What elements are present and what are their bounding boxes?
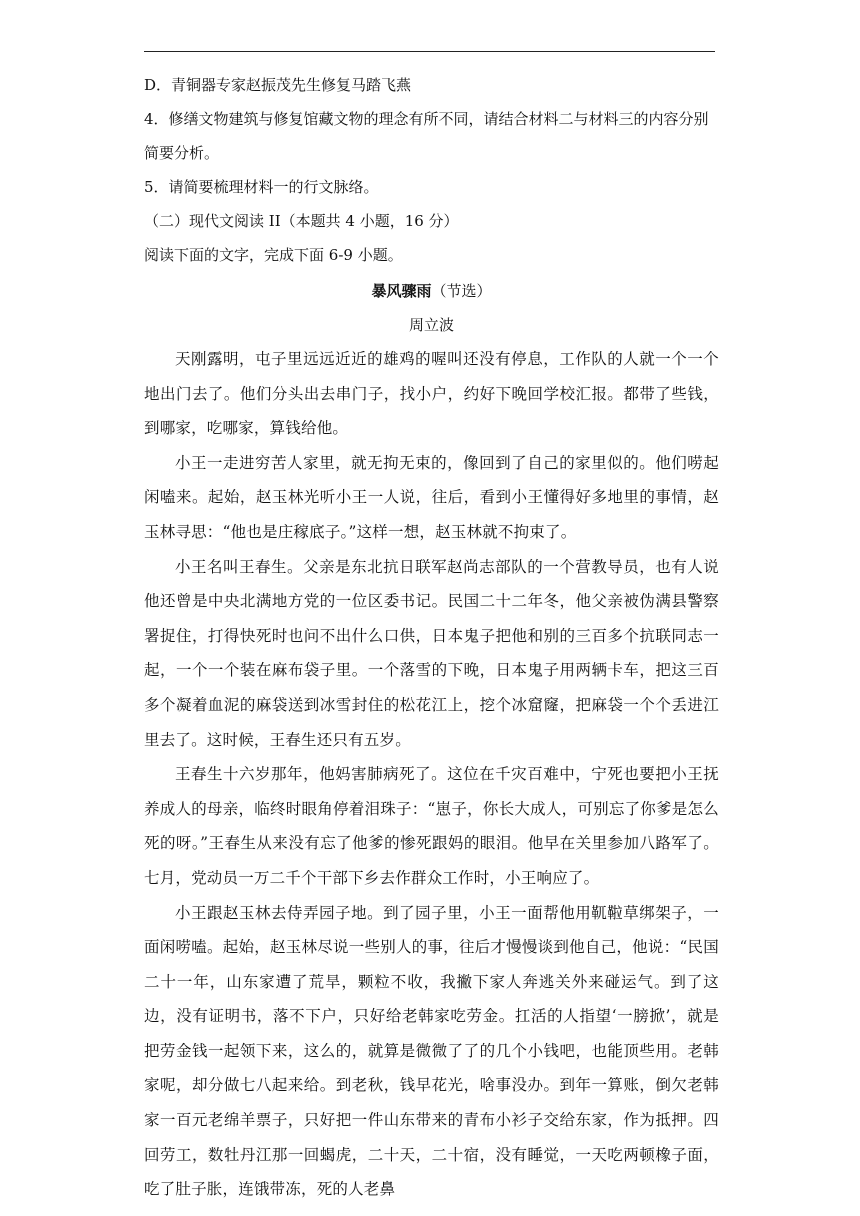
page-content (144, 68, 719, 1207)
header-rule (144, 51, 715, 52)
article-paragraph: 小王名叫王春生。父亲是东北抗日联军赵尚志部队的一个营教导员，也有人说他还曾是中央北满地方党的一位区委书记。民国二十二年冬，他父亲被伪满县警察署捉住，打得快死时也问不出什么口供，日本鬼子把他和别的三百多个抗联同志一起，一个一个装在麻布袋子里。一个落雪的下晚，日本鬼子用两辆卡车，把这三百多个凝着血泥的麻袋送到冰雪封住的松花江上，挖个冰窟窿，把麻袋一个个丢进江里去了。这时候，王春生还只有五岁。 (144, 557, 719, 749)
option-d: D．青铜器专家赵振茂先生修复马踏飞燕 (144, 76, 412, 94)
article-title (144, 274, 719, 308)
question-4: 4．修缮文物建筑与修复馆藏文物的理念有所不同，请结合材料二与材料三的内容分别简要分析。 (144, 110, 709, 162)
article-title-main: 暴风骤雨 (371, 282, 432, 300)
article-paragraph: 小王一走进穷苦人家里，就无拘无束的，像回到了自己的家里似的。他们唠起闲嗑来。起始，赵玉林光听小王一人说，往后，看到小王懂得好多地里的事情，赵玉林寻思：“他也是庄稼底子。”这样一想，赵玉林就不拘束了。 (144, 453, 719, 541)
article-paragraph: 天刚露明，屯子里远远近近的雄鸡的喔叫还没有停息，工作队的人就一个一个地出门去了。他们分头出去串门子，找小户，约好下晚回学校汇报。都带了些钱，到哪家，吃哪家，算钱给他。 (144, 350, 719, 438)
article-paragraph: 小王跟赵玉林去侍弄园子地。到了园子里，小王一面帮他用靰鞡草绑架子，一面闲唠嗑。起始，赵玉林尽说一些别人的事，往后才慢慢谈到他自己，他说：“民国二十一年，山东家遭了荒旱，颗粒不收，我撇下家人奔逃关外来碰运气。到了这边，没有证明书，落不下户，只好给老韩家吃劳金。扛活的人指望‘一膀掀’，就是把劳金钱一起领下来，这么的，就算是微微了了的几个小钱吧，也能顶些用。老韩家呢，却分做七八起来给。到老秋，钱早花光，啥事没办。到年一算账，倒欠老韩家一百元老绵羊票子，只好把一件山东带来的青布小衫子交给东家，作为抵押。四回劳工，数牡丹江那一回蝎虎，二十天，二十宿，没有睡觉，一天吃两顿橡子面，吃了肚子胀，连饿带冻，死的人老鼻 (144, 903, 719, 1199)
question-5: 5．请简要梳理材料一的行文脉络。 (144, 178, 379, 196)
article-author: 周立波 (408, 316, 454, 334)
section-heading: （二）现代文阅读 II（本题共 4 小题，16 分） (144, 212, 459, 230)
article-paragraph: 王春生十六岁那年，他妈害肺病死了。这位在千灾百难中，宁死也要把小王抚养成人的母亲，临终时眼角停着泪珠子：“崽子，你长大成人，可别忘了你爹是怎么死的呀。”王春生从来没有忘了他爹的惨死跟妈的眼泪。他早在关里参加八路军了。七月，党动员一万二千个干部下乡去作群众工作时，小王响应了。 (144, 765, 719, 887)
article-title-suffix: （节选） (431, 282, 492, 300)
section-instruction: 阅读下面的文字，完成下面 6-9 小题。 (144, 246, 403, 264)
